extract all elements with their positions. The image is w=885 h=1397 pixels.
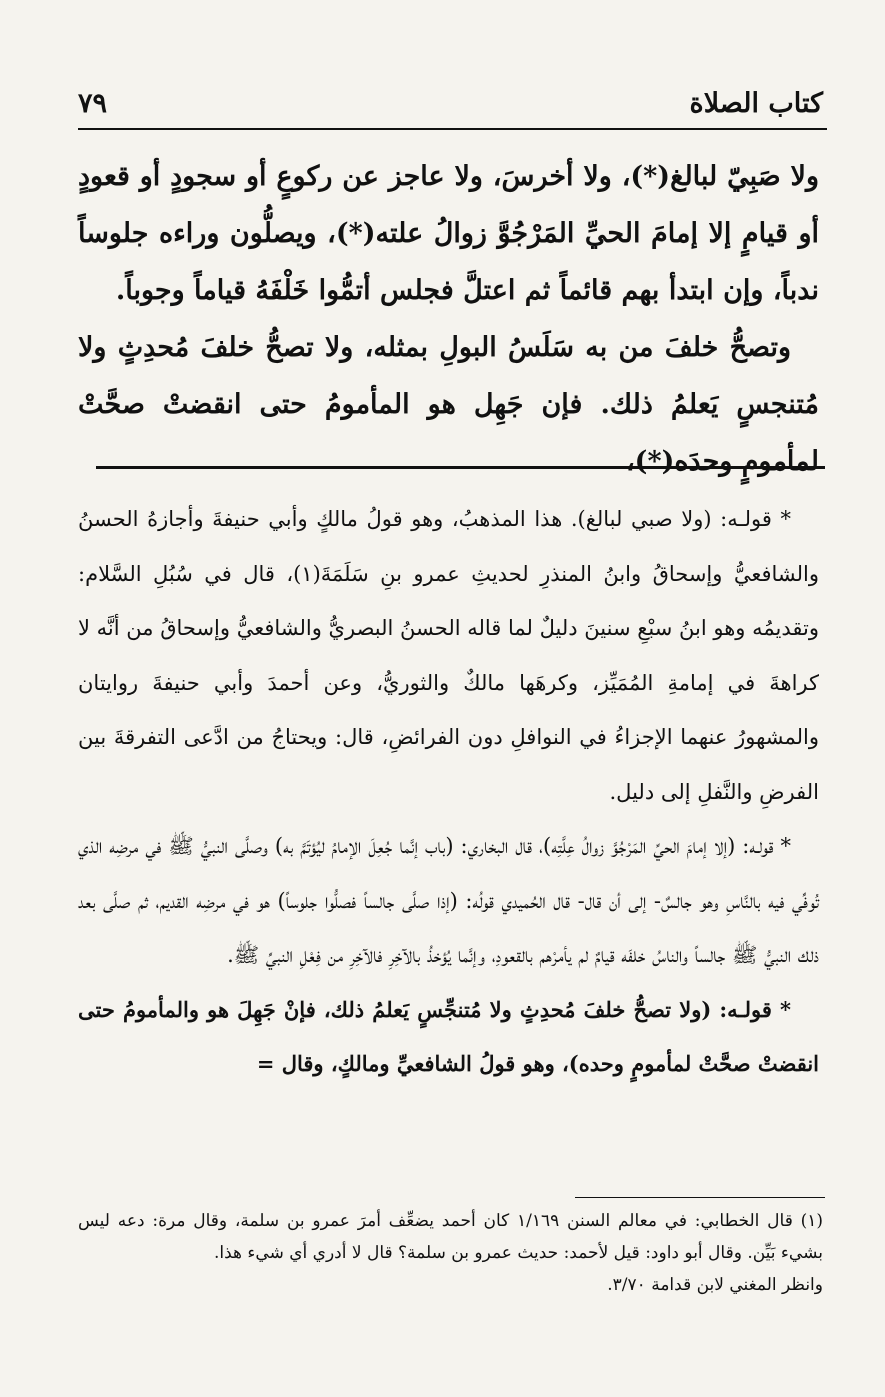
- page-header: [78, 88, 823, 128]
- text-commentary-divider: [96, 466, 825, 469]
- main-paragraph: وتصحُّ خلفَ من به سَلَسُ البولِ بمثله، ولا تصحُّ خلفَ مُحدِثٍ ولا مُتنجسٍ يَعلمُ ذلك. فإن جَهِل هو المأمومُ حتى انقضتْ صحَّتْ لمأمومٍ وحدَه(*)،: [78, 332, 819, 477]
- main-paragraph: ولا صَبِيّ لبالغ(*)، ولا أخرسَ، ولا عاجز عن ركوعٍ أو سجودٍ أو قعودٍ أو قيامٍ إلا إمامَ الحيِّ المَرْجُوَّ زوالُ علته(*)، ويصلُّون وراءه جلوساً ندباً، وإن ابتدأ بهم قائماً ثم اعتلَّ فجلس أتمُّوا خَلْفَهُ قياماً وجوباً.: [78, 161, 819, 306]
- commentary-paragraph: * قولـه: (ولا تصحُّ خلفَ مُحدِثٍ ولا مُتنجِّسٍ يَعلمُ ذلك، فإنْ جَهِلَ هو والمأمومُ حتى انقضتْ صحَّتْ لمأمومٍ وحده)، وهو قولُ الشافعيِّ ومالكٍ، وقال =: [78, 996, 819, 1076]
- header-divider: [78, 128, 827, 130]
- footnote-divider: [575, 1197, 825, 1198]
- main-text: [78, 148, 819, 490]
- running-title: كتاب الصلاة: [689, 88, 823, 119]
- footnote-line: (١) قال الخطابي: في معالم السنن ١/١٦٩ كان أحمد يضعِّف أمرَ عمرو بن سلمة، وقال مرة: دعه ليس بشيء بَيِّن. وقال أبو داود: قيل لأحمد: حديث عمرو بن سلمة؟ قال لا أدري أي شيء هذا.: [78, 1211, 824, 1263]
- footnotes: [78, 1205, 823, 1301]
- commentary-paragraph: * قولـه: (إلا إمامَ الحيِّ المَرْجُوَّ زوالُ عِلَّتِه)، قال البخاري: (باب إنَّما جُعِلَ الإمامُ ليُؤتَمَّ به) وصلَّى النبيُّ ﷺ في مرضِه الذي تُوفِّي فيه بالنَّاسِ وهو جالسٌ- إلى أن قال- قال الحُميدي قولُه: (إذا صلَّى جالساً فصلُّوا جلوساً) هو في مرضِه القديم، ثم صلَّى بعد ذلك النبيُّ ﷺ جالساً والناسُ خلفَه قيامٌ لم يأمرْهم بالقعودِ، وإنَّما يُؤخذُ بالآخِرِ فالآخِرِ من فِعْلِ النبيِّ ﷺ.: [78, 834, 819, 967]
- commentary-paragraph: * قولـه: (ولا صبي لبالغ). هذا المذهبُ، وهو قولُ مالكٍ وأبي حنيفةَ وأجازهُ الحسنُ والشافعيُّ وإسحاقُ وابنُ المنذرِ لحديثِ عمرو بنِ سَلَمَةَ(١)، قال في سُبُلِ السَّلام: وتقديمُه وهو ابنُ سبْعِ سنينَ دليلٌ لما قاله الحسنُ البصريُّ والشافعيُّ وإسحاقُ من أنَّه لا كراهةَ في إمامةِ المُمَيِّز، وكرهَها مالكٌ والثوريُّ، وعن أحمدَ وأبي حنيفةَ روايتان والمشهورُ عنهما الإجزاءُ في النوافلِ دون الفرائضِ، قال: ويحتاجُ من ادَّعى التفرقةَ بين الفرضِ والنَّفلِ إلى دليل.: [78, 507, 819, 804]
- page-number: ٧٩: [78, 88, 108, 119]
- commentary: [78, 492, 819, 1092]
- footnote-line: وانظر المغني لابن قدامة ٣/٧٠.: [607, 1275, 823, 1295]
